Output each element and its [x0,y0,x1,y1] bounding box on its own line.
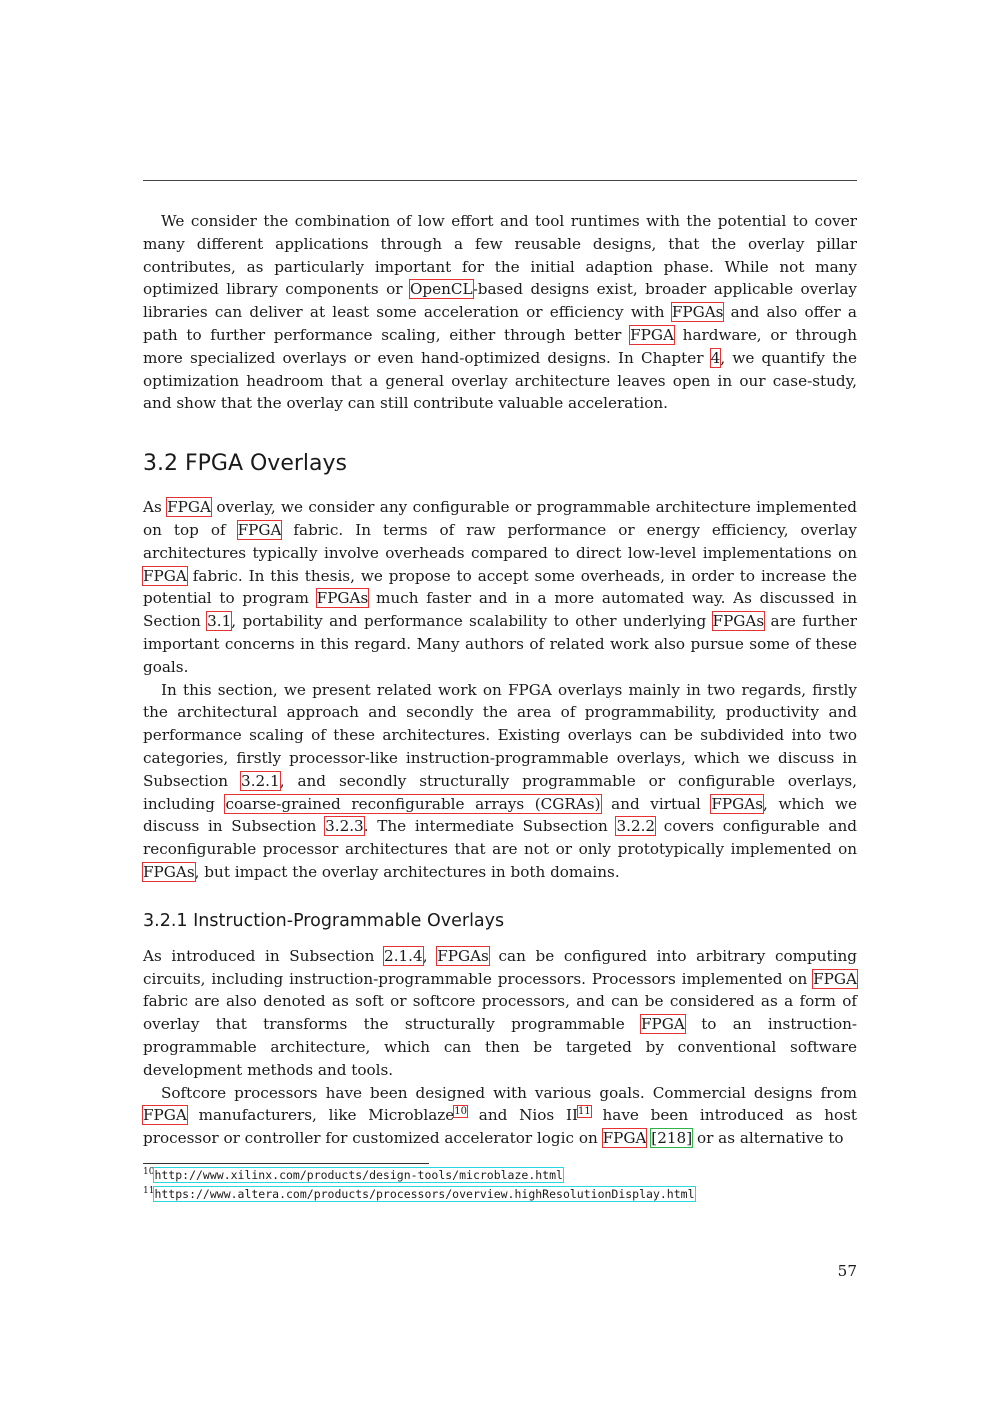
text-run: much faster and in a more automated way. As discussed in Section [143,589,857,631]
text-run: hardware, or through more specialized overlays or even hand-optimized designs. In Chapter [143,325,857,367]
subsection-paragraph-2 [143,1082,857,1150]
text-run: can be configured into arbitrary computing circuits, including instruction-programmable processors. Processors implemented on [143,946,857,988]
link-fpgas[interactable]: FPGAs [671,303,724,322]
text-run: Softcore processors have been designed with various goals. Commercial designs from [161,1083,857,1102]
text-run: manufacturers, like Microblaze [186,1106,455,1125]
text-run: or as alternative to [692,1129,844,1148]
link-subsection-3-2-1[interactable]: 3.2.1 [241,771,280,790]
footnote-url-link[interactable]: http://www.xilinx.com/products/design-tools/microblaze.html [154,1168,563,1182]
text-run: . The intermediate Subsection [363,817,617,836]
section-heading: 3.2 FPGA Overlays [143,451,347,477]
link-section-3-1[interactable]: 3.1 [207,612,232,631]
text-run: , which we discuss in Subsection [143,794,857,836]
link-fpga[interactable]: FPGA [641,1015,685,1034]
link-opencl[interactable]: OpenCL [409,280,473,299]
link-fpga[interactable]: FPGA [167,498,211,517]
text-run: and virtual [600,794,712,813]
link-subsection-3-2-3[interactable]: 3.2.3 [325,817,364,836]
subsection-paragraph-1 [143,945,857,1082]
text-run: , we quantify the optimization headroom that a general overlay architecture leaves open in our case-study, and show that the overlay can still contribute valuable acceleration. [143,348,857,413]
text-run: to an instruction-programmable architecture, which can then be targeted by conventional software development methods and tools. [143,1015,857,1079]
footnote-mark: 10 [143,1167,155,1177]
header-rule [143,180,857,181]
text-run: overlay, we consider any configurable or programmable architecture implemented on top of [143,498,857,539]
text-run: and also offer a path to further performance scaling, either through better [143,303,857,344]
text-run: covers configurable and reconfigurable processor architectures that are not or only prototypically implemented on [143,817,857,859]
footnote-ref-10[interactable]: 10 [454,1106,467,1118]
text-run: As [143,498,168,517]
page-number: 57 [837,1262,857,1280]
text-run: fabric. In this thesis, we propose to accept some overheads, in order to increase the potential to program [143,566,857,608]
link-subsection-3-2-2[interactable]: 3.2.2 [616,817,656,836]
footnote-mark: 11 [143,1186,155,1196]
footnote-url-link[interactable]: https://www.altera.com/products/processors/overview.highResolutionDisplay.html [154,1187,695,1201]
citation-218[interactable]: [218] [651,1129,693,1148]
link-fpgas[interactable]: FPGAs [711,794,764,813]
text-run: fabric are also denoted as soft or softcore processors, and can be considered as a form of overlay that transforms the structurally programmable [143,992,857,1034]
intro-paragraph [143,210,857,415]
text-run: have been introduced as host processor or controller for customized accelerator logic on [143,1106,858,1148]
link-cgras[interactable]: coarse-grained reconfigurable arrays (CGRAs) [225,794,601,813]
subsection-heading: 3.2.1 Instruction-Programmable Overlays [143,910,505,931]
link-fpga[interactable]: FPGA [237,520,282,539]
link-chapter-4[interactable]: 4 [710,348,721,367]
link-fpga[interactable]: FPGA [813,969,857,988]
section-paragraph-2 [143,679,857,884]
page-body [143,210,857,1150]
section-paragraph-1 [143,496,857,678]
footnotes [143,1166,857,1204]
link-fpga[interactable]: FPGA [143,566,187,585]
link-fpga[interactable]: FPGA [143,1106,187,1125]
text-run: , [422,946,438,965]
text-run: -based designs exist, broader applicable overlay libraries can deliver at least some acceleration or efficiency with [143,280,857,322]
link-subsection-2-1-4[interactable]: 2.1.4 [384,946,423,965]
text-run: , portability and performance scalability to other underlying [231,612,713,631]
text-run: fabric. In terms of raw performance or energy efficiency, overlay architectures typically involve overheads compared to direct low-level implementations on [143,520,857,562]
footnote-10 [143,1166,857,1185]
link-fpgas[interactable]: FPGAs [316,589,369,608]
text-run: and Nios II [467,1106,578,1125]
text-run: We consider the combination of low effort and tool runtimes with the potential to cover many different applications through a few reusable designs, that the overlay pillar contributes, as particularly important for the initial adaption phase. While not many optimized library components or [143,212,857,299]
link-fpgas[interactable]: FPGAs [712,612,765,631]
text-run: As introduced in Subsection [143,946,385,965]
link-fpgas[interactable]: FPGAs [143,862,195,881]
text-run: In this section, we present related work on FPGA overlays mainly in two regards, firstly the architectural approach and secondly the area of programmability, productivity and performance scaling of these architectures. Existing overlays can be subdivided into two categories, firstly processor-like instruction-programmable overlays, which we discuss in Subsection [143,680,857,790]
footnote-11 [143,1185,857,1204]
footnote-ref-11[interactable]: 11 [577,1106,591,1118]
footnote-rule [143,1163,429,1164]
text-run: , but impact the overlay architectures in both domains. [194,862,620,881]
text-run: , and secondly structurally programmable or configurable overlays, including [143,771,857,813]
link-fpgas[interactable]: FPGAs [437,946,489,965]
link-fpga[interactable]: FPGA [602,1129,647,1148]
text-run: are further important concerns in this regard. Many authors of related work also pursue some of these goals. [143,612,857,676]
link-fpga[interactable]: FPGA [630,325,674,344]
